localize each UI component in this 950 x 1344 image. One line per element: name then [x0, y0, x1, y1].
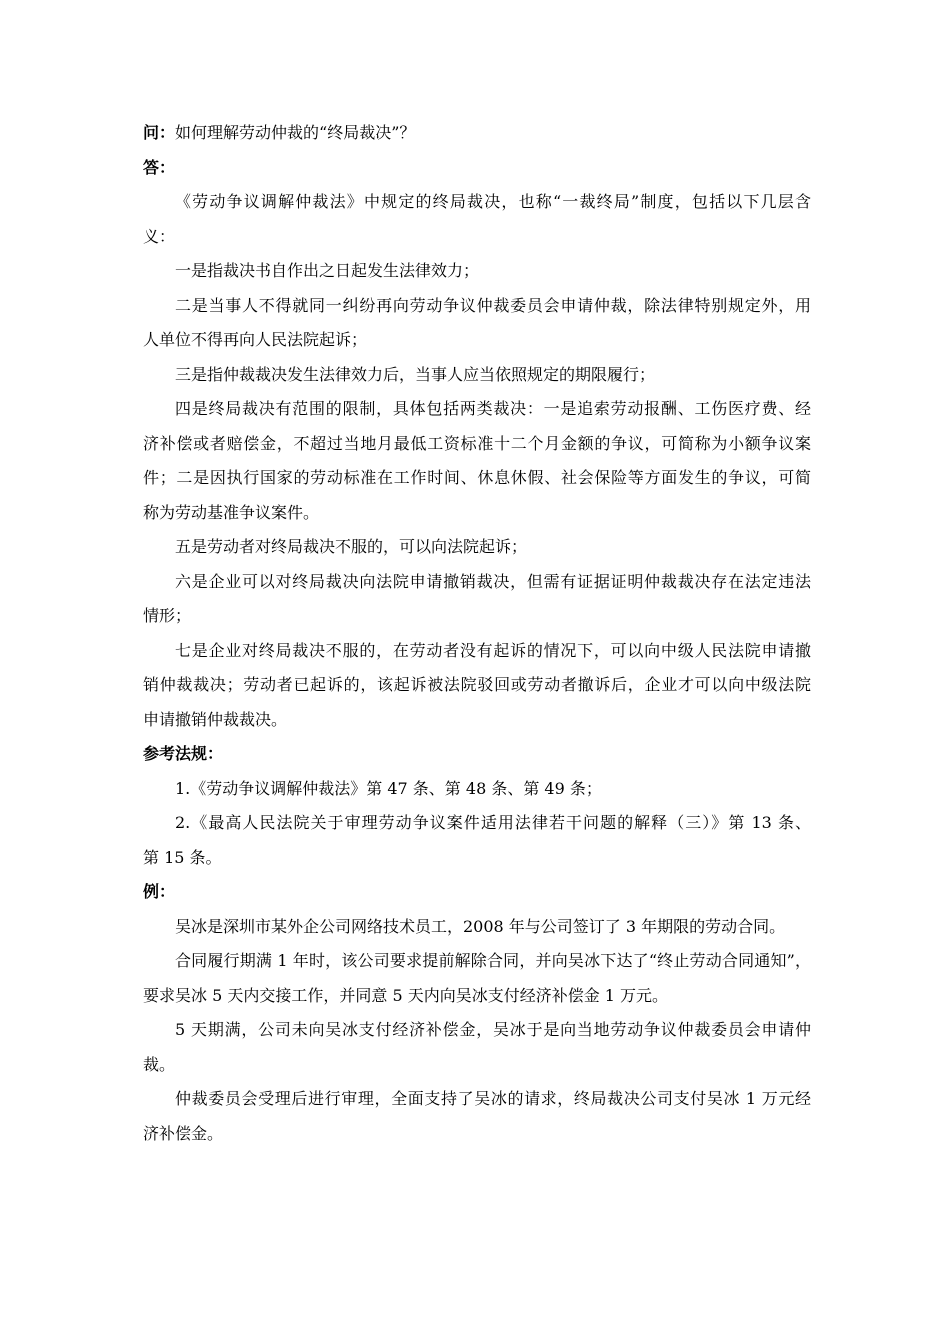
- question-text: 如何理解劳动仲裁的“终局裁决”？: [175, 123, 416, 142]
- paragraph-line: 义：: [143, 226, 176, 246]
- reference-item: [143, 806, 811, 875]
- reference-item: [143, 772, 811, 807]
- example-paragraph: [143, 1082, 811, 1151]
- answer-paragraph: [143, 358, 811, 393]
- example-paragraph: [143, 910, 811, 945]
- paragraph-line: 第 15 条。: [143, 847, 222, 867]
- paragraph-line: 吴冰是深圳市某外企公司网络技术员工，2008 年与公司签订了 3 年期限的劳动合同。: [175, 916, 786, 936]
- paragraph-line: 六是企业可以对终局裁决向法院申请撤销裁决，但需有证据证明仲裁裁决存在法定违法: [175, 571, 811, 591]
- question-line: [143, 116, 811, 151]
- paragraph-line: 《劳动争议调解仲裁法》中规定的终局裁决，也称“一裁终局”制度，包括以下几层含: [175, 192, 811, 211]
- references-heading: 参考法规：: [143, 744, 224, 763]
- answer-paragraph: [143, 565, 811, 634]
- paragraph-line: 2.《最高人民法院关于审理劳动争议案件适用法律若干问题的解释（三）》第 13 条、: [175, 813, 811, 832]
- question-label: 问：: [143, 123, 176, 142]
- answer-paragraph: [143, 392, 811, 530]
- document-page: [143, 116, 811, 1151]
- example-paragraph: [143, 1013, 811, 1082]
- example-heading: 例：: [143, 882, 176, 901]
- paragraph-line: 三是指仲裁裁决发生法律效力后，当事人应当依照规定的期限履行；: [175, 364, 656, 384]
- paragraph-line: 一是指裁决书自作出之日起发生法律效力；: [175, 261, 480, 280]
- paragraph-line: 申请撤销仲裁裁决。: [143, 709, 288, 729]
- paragraph-line: 济补偿或者赔偿金，不超过当地月最低工资标准十二个月金额的争议，可简称为小额争议案: [143, 433, 811, 453]
- answer-paragraph: [143, 185, 811, 254]
- paragraph-line: 济补偿金。: [143, 1123, 224, 1143]
- answer-paragraph: [143, 530, 811, 565]
- answer-paragraph: [143, 634, 811, 738]
- paragraph-line: 裁。: [143, 1054, 176, 1074]
- example-paragraph: [143, 944, 811, 1013]
- paragraph-line: 要求吴冰 5 天内交接工作，并同意 5 天内向吴冰支付经济补偿金 1 万元。: [143, 985, 669, 1005]
- paragraph-line: 仲裁委员会受理后进行审理，全面支持了吴冰的请求，终局裁决公司支付吴冰 1 万元经: [175, 1089, 811, 1108]
- paragraph-line: 称为劳动基准争议案件。: [143, 502, 320, 522]
- paragraph-line: 二是当事人不得就同一纠纷再向劳动争议仲裁委员会申请仲裁，除法律特别规定外，用: [175, 295, 811, 315]
- paragraph-line: 合同履行期满 1 年时，该公司要求提前解除合同，并向吴冰下达了“终止劳动合同通知”，: [175, 951, 811, 970]
- paragraph-line: 情形；: [143, 606, 192, 625]
- paragraph-line: 销仲裁裁决；劳动者已起诉的，该起诉被法院驳回或劳动者撤诉后，企业才可以向中级法院: [143, 675, 811, 694]
- paragraph-line: 四是终局裁决有范围的限制，具体包括两类裁决：一是追索劳动报酬、工伤医疗费、经: [175, 399, 811, 418]
- answer-paragraph: [143, 254, 811, 289]
- answer-heading: 答：: [143, 157, 176, 177]
- paragraph-line: 人单位不得再向人民法院起诉；: [143, 330, 368, 349]
- paragraph-line: 1.《劳动争议调解仲裁法》第 47 条、第 48 条、第 49 条；: [175, 778, 602, 798]
- paragraph-line: 五是劳动者对终局裁决不服的，可以向法院起诉；: [175, 537, 528, 556]
- paragraph-line: 七是企业对终局裁决不服的，在劳动者没有起诉的情况下，可以向中级人民法院申请撤: [175, 640, 811, 660]
- paragraph-line: 5 天期满，公司未向吴冰支付经济补偿金，吴冰于是向当地劳动争议仲裁委员会申请仲: [175, 1020, 811, 1039]
- paragraph-line: 件；二是因执行国家的劳动标准在工作时间、休息休假、社会保险等方面发生的争议，可简: [143, 468, 811, 487]
- answer-paragraph: [143, 289, 811, 358]
